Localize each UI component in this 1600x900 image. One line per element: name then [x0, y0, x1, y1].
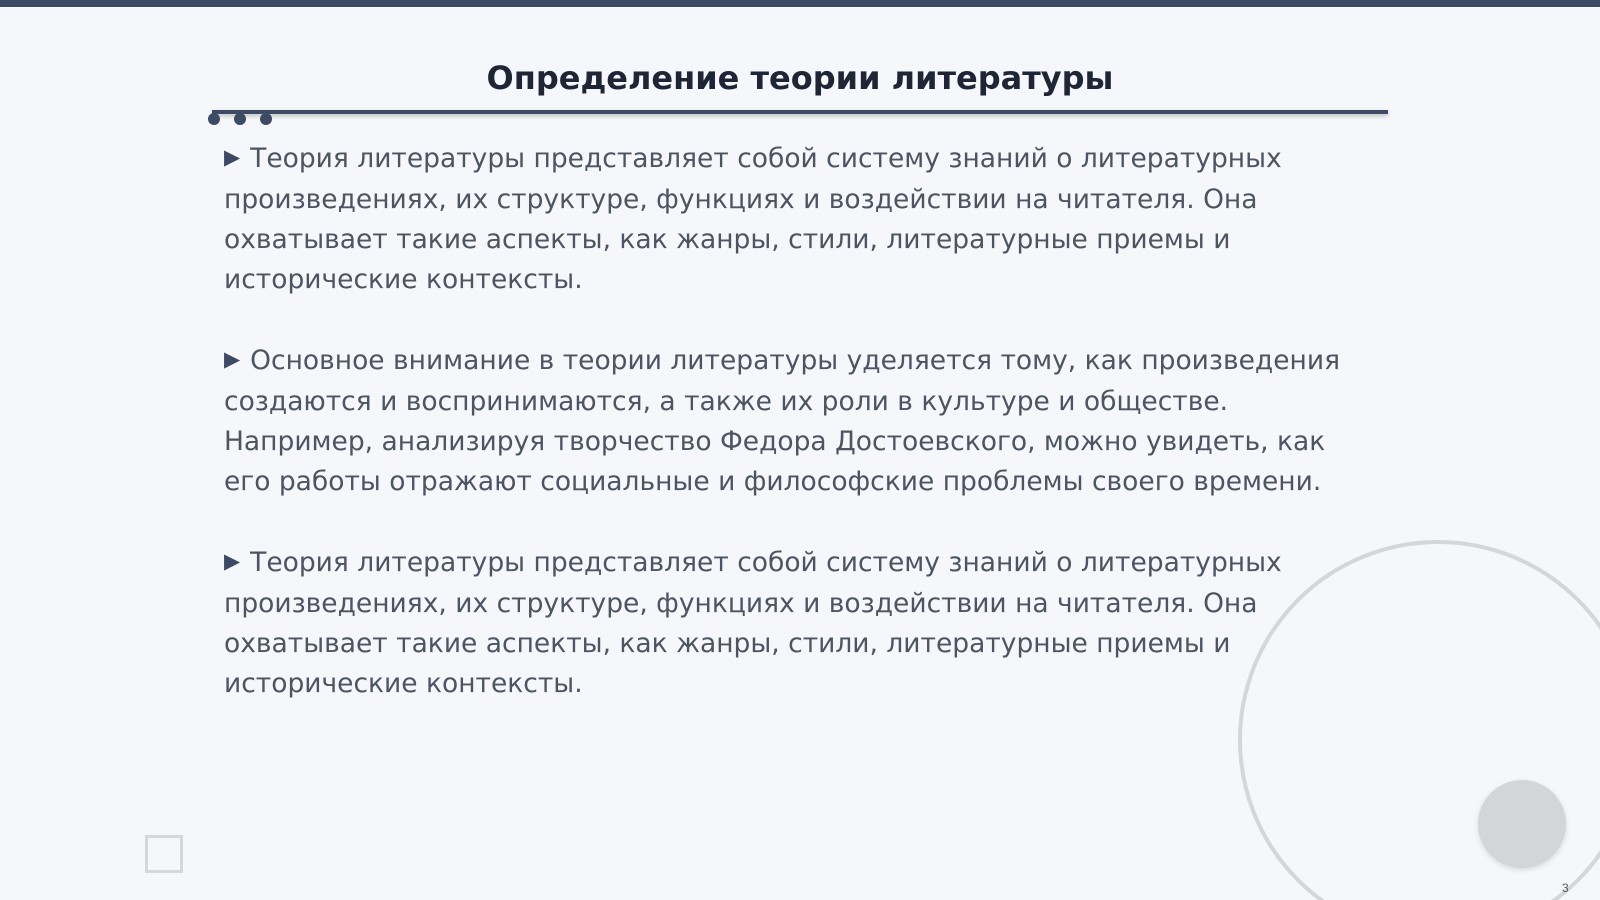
bullet-text: Основное внимание в теории литературы уделяется тому, как произведения создаются и воспринимаются, а также их роли в культуре и обществе. Например, анализируя творчество Федора Достоевского, можно увидеть, как его работы отражают социальные и философские проблемы своего времени. [224, 345, 1341, 497]
bullet-list [224, 139, 1354, 745]
decorative-dot [260, 113, 272, 125]
bullet-text: Теория литературы представляет собой систему знаний о литературных произведениях, их структуре, функциях и воздействии на читателя. Она охватывает такие аспекты, как жанры, стили, литературные приемы и исторические контексты. [224, 547, 1282, 699]
bullet-item [224, 341, 1354, 502]
decorative-square [145, 835, 183, 873]
bullet-item [224, 139, 1354, 300]
bullet-item [224, 543, 1354, 704]
play-triangle-icon: ▶ [224, 145, 241, 169]
slide-title: Определение теории литературы [486, 59, 1114, 97]
page-number: 3 [1562, 881, 1569, 895]
decorative-dot [208, 113, 220, 125]
decorative-circle [1478, 780, 1566, 868]
decorative-dot [234, 113, 246, 125]
title-underline [212, 110, 1388, 114]
top-accent-bar [0, 0, 1600, 7]
play-triangle-icon: ▶ [224, 549, 241, 573]
play-triangle-icon: ▶ [224, 347, 241, 371]
bullet-text: Теория литературы представляет собой систему знаний о литературных произведениях, их структуре, функциях и воздействии на читателя. Она охватывает такие аспекты, как жанры, стили, литературные приемы и исторические контексты. [224, 143, 1282, 295]
